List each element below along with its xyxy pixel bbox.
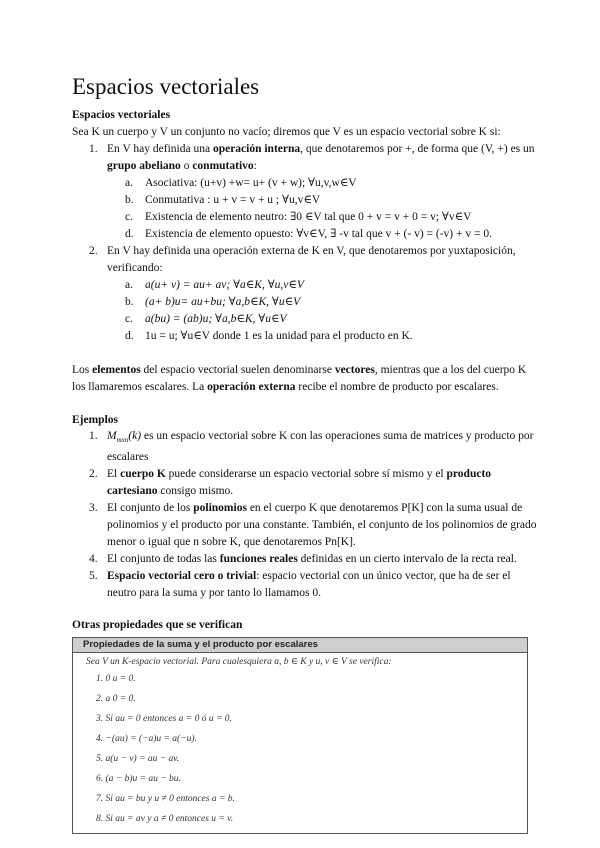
list-item: a. a(u+ v) = au+ av; ∀a∈K, ∀u,v∈V — [125, 279, 304, 291]
section-heading-espacios: Espacios vectoriales — [72, 109, 171, 121]
table-row: 7. Si au = bu y u ≠ 0 entonces a = b. — [96, 794, 235, 804]
table-row: 2. a 0 = 0. — [96, 694, 136, 704]
table-row: 4. −(au) = (−a)u = a(−u). — [96, 734, 197, 744]
example-item-2: 2. El cuerpo K puede considerarse un espacio vectorial sobre sí mismo y el producto cartesiano consigo mismo. — [89, 468, 492, 497]
list-item: b. (a+ b)u= au+bu; ∀a,b∈K, ∀u∈V — [125, 296, 301, 308]
list-number: 2. — [89, 468, 98, 480]
examples-list — [72, 428, 540, 602]
table-row: 6. (a − b)u = au − bu. — [96, 774, 181, 784]
external-operation-list — [107, 277, 540, 345]
group-properties-list — [107, 175, 540, 243]
table-intro: Sea V un K-espacio vectorial. Para cualesquiera a, b ∈ K y u, v ∈ V se verifica: — [86, 657, 392, 667]
example-item-5: 5. Espacio vectorial cero o trivial: espacio vectorial con un único vector, que ha de ser el neutro para la suma y por tanto lo llamamos 0. — [89, 570, 511, 599]
table-row: 1. 0 u = 0. — [96, 674, 136, 684]
list-item: d. Existencia de elemento opuesto: ∀v∈V, ∃ -v tal que v + (- v) = (-v) + v = 0. — [125, 228, 492, 240]
document-page — [72, 72, 540, 834]
vectors-paragraph: Los elementos del espacio vectorial suelen denominarse vectores, mientras que a los del cuerpo K los llamaremos escalares. La operación externa recibe el nombre de producto por escalares. — [72, 364, 527, 393]
list-number: 1. — [89, 143, 98, 155]
properties-table — [72, 637, 528, 834]
example-item-4: 4. El conjunto de todas las funciones reales definidas en un cierto intervalo de la recta real. — [72, 551, 540, 568]
list-number: 5. — [89, 570, 98, 582]
table-body — [73, 653, 527, 833]
axioms-list — [72, 141, 540, 345]
section-heading-ejemplos: Ejemplos — [72, 414, 118, 426]
list-item: b. Conmutativa : u + v = v + u ; ∀u,v∈V — [125, 194, 321, 206]
list-item: a. Asociativa: (u+v) +w= u+ (v + w); ∀u,v,w∈V — [125, 177, 357, 189]
definition-intro: Sea K un cuerpo y V un conjunto no vacío; diremos que V es un espacio vectorial sobre K si: — [72, 126, 501, 138]
list-number: 3. — [89, 502, 98, 514]
list-number: 2. — [89, 245, 98, 257]
page-title: Espacios vectoriales — [72, 74, 260, 99]
example-item-3: 3. El conjunto de los polinomios en el cuerpo K que denotaremos P[K] con la suma usual de polinomios y el producto por una constante. También, el conjunto de los polinomios de grado menor o igual que n sobre K, que denotaremos Pn[K]. — [89, 502, 537, 548]
example-item-1: 1. $M_{mxn}(k)$ es un espacio vectorial sobre K con las operaciones suma de matrices y producto por escalares — [89, 430, 534, 463]
list-item: c. Existencia de elemento neutro: ∃0 ∈V tal que 0 + v = v + 0 = v; ∀v∈V — [125, 211, 472, 223]
list-item: c. a(bu) = (ab)u; ∀a,b∈K, ∀u∈V — [125, 313, 287, 325]
section-heading-otras: Otras propiedades que se verifican — [72, 619, 243, 631]
axiom-item-1: 1. En V hay definida una operación interna, que denotaremos por +, de forma que (V, +) es un grupo abeliano o conmutativo: a. Asociativa: (u+v) +w= u+ (v + w); ∀u,v,w∈V b. Conmutativa : u + v = v + u ; ∀u,v∈V c. Existencia de elemento neutro: ∃0 ∈V tal que 0 + v = v + 0 = v; ∀v∈V d. Existencia de elemento opuesto: ∀v∈V, ∃ -v tal que v + (- v) = (-v) + v = 0. — [72, 141, 540, 243]
list-item: d. 1u = u; ∀u∈V donde 1 es la unidad para el producto en K. — [125, 330, 413, 342]
table-row: 3. Si au = 0 entonces a = 0 ó u = 0. — [96, 714, 232, 724]
table-row: 8. Si au = av y a ≠ 0 entonces u = v. — [96, 814, 234, 824]
list-number: 4. — [89, 553, 98, 565]
table-row: 5. a(u − v) = au − av. — [96, 754, 180, 764]
axiom-item-2: 2. En V hay definida una operación externa de K en V, que denotaremos por yuxtaposición, verificando: a. a(u+ v) = au+ av; ∀a∈K, ∀u,v∈V b. (a+ b)u= au+bu; ∀a,b∈K, ∀u∈V c. a(bu) = (ab)u; ∀a,b∈K, ∀u∈V d. 1u = u; ∀u∈V donde 1 es la unidad para el producto en K. — [72, 243, 540, 345]
table-header: Propiedades de la suma y el producto por escalares — [73, 638, 527, 653]
list-number: 1. — [89, 430, 98, 442]
